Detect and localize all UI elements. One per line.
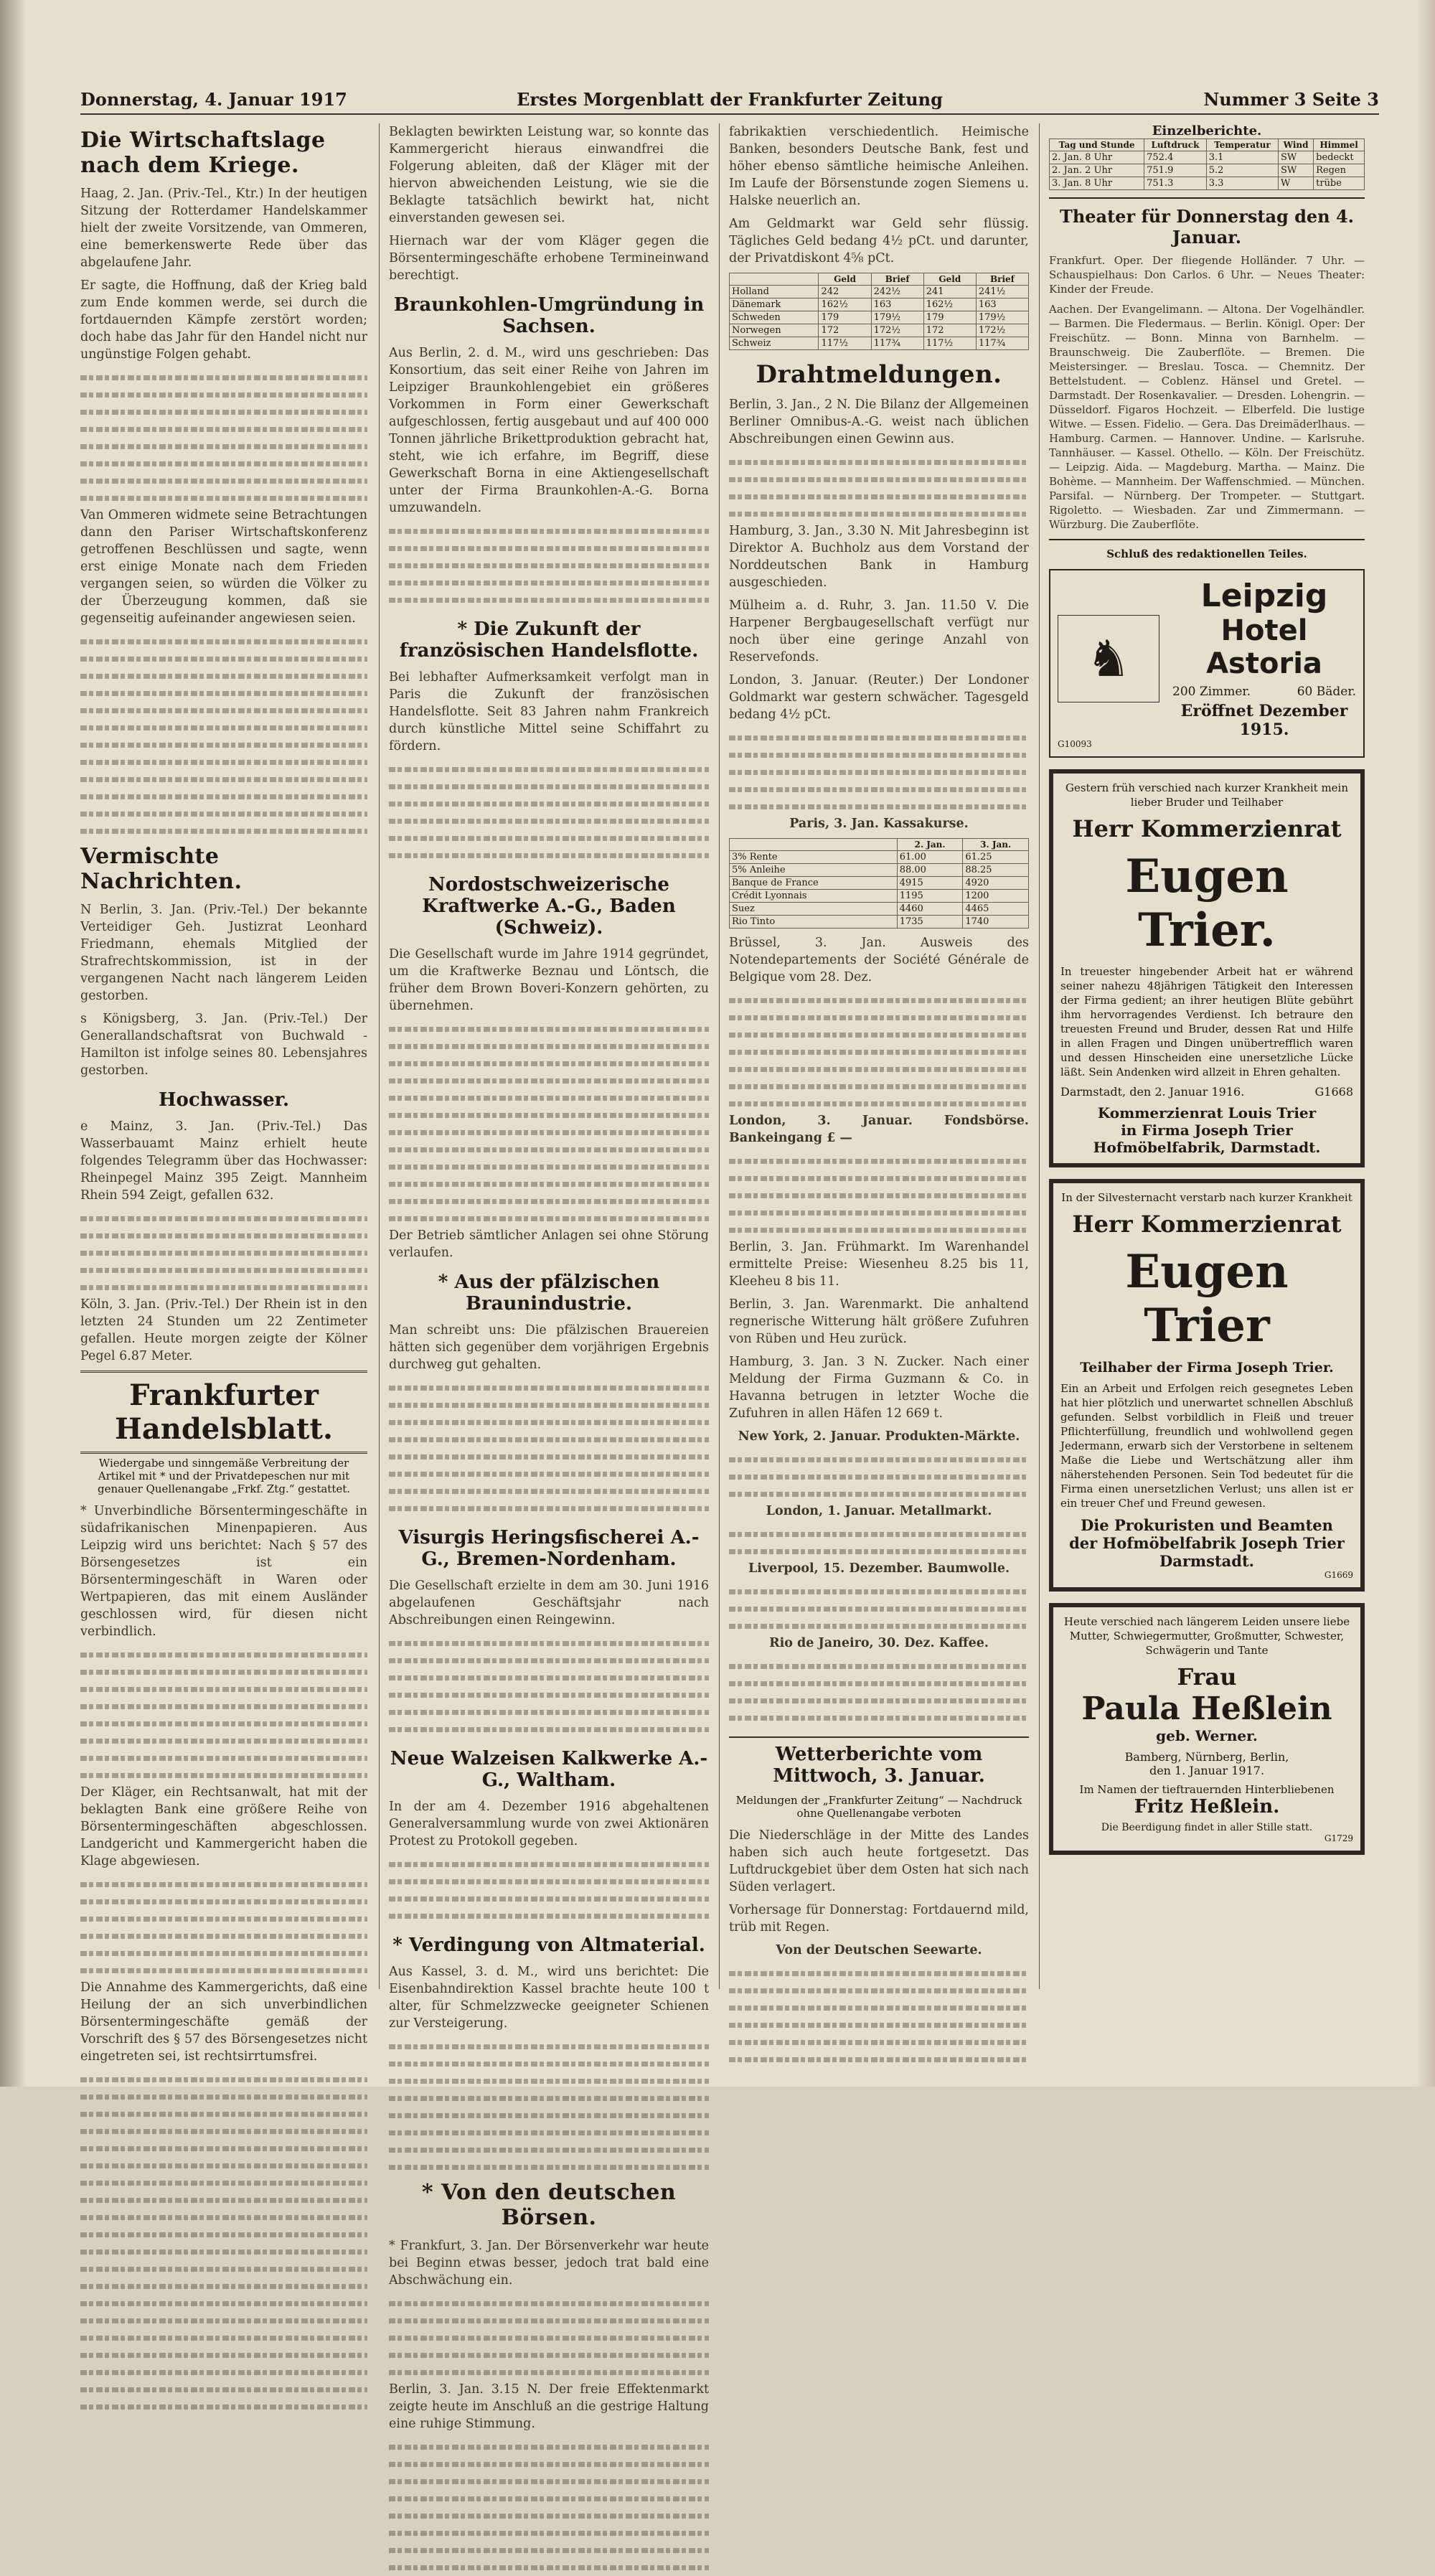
table-cell: 5% Anleihe bbox=[730, 864, 898, 877]
filler-text-block bbox=[729, 729, 1029, 815]
column-rule bbox=[379, 123, 380, 1989]
column-rule bbox=[1039, 123, 1040, 1989]
exchange-rates-table bbox=[729, 273, 1029, 350]
ad-code: G10093 bbox=[1058, 739, 1092, 749]
filler-text-block bbox=[729, 1583, 1029, 1635]
article-paragraph: Berlin, 3. Jan. Warenmarkt. Die anhaltend regnerische Witterung hält größere Zufuhren von Rüben und Heu zurück. bbox=[729, 1297, 1029, 1346]
filler-text-block bbox=[80, 1210, 367, 1296]
article-paragraph: Brüssel, 3. Jan. Ausweis des Notendepartements der Société Générale de Belgique vom 28. Dez. bbox=[729, 936, 1029, 984]
table-cell: 117¾ bbox=[871, 337, 923, 350]
filler-text-block bbox=[729, 1152, 1029, 1238]
filler-text-block bbox=[80, 633, 367, 840]
table-cell: 4465 bbox=[963, 903, 1029, 916]
article-paragraph: Aus Berlin, 2. d. M., wird uns geschrieben: Das Konsortium, das seit einer Reihe von Jahren im Leipziger Braunkohlengebiet ein größeres Vorkommen in Form einer Gewerkschaft aufgeschlossen, fertig ausgebaut und auf 400 000 Tonnen jährliche Brikettproduktion gebracht hat, steht, wie ich erfahre, im Begriff, diese Gewerkschaft Borna in eine Aktiengesellschaft unter der Firma Braunkohlen-A.-G. Borna umzuwandeln. bbox=[389, 346, 709, 515]
table-cell: 1200 bbox=[963, 890, 1029, 903]
table-header-cell: Brief bbox=[976, 273, 1028, 286]
filler-text-block bbox=[729, 1965, 1029, 2068]
column-2 bbox=[389, 123, 709, 2431]
article-paragraph: Beklagten bewirkten Leistung war, so konnte das Kammergericht hieraus einwandfrei die Folgerung ableiten, daß der Kläger mit der hiervon abweichenden Leistung, wie sie die Beklagte tatsächlich bewirkt hat, nicht einverstanden gewesen sei. bbox=[389, 125, 709, 225]
section-notice: Meldungen der „Frankfurter Zeitung“ — Nachdruck ohne Quellenangabe verboten bbox=[735, 1794, 1022, 1820]
table-cell: 163 bbox=[871, 299, 923, 311]
article-headline: Visurgis Heringsfischerei A.-G., Bremen-Nordenham. bbox=[398, 1527, 700, 1570]
table-cell: 1740 bbox=[963, 916, 1029, 929]
table-cell: 61.25 bbox=[963, 851, 1029, 864]
article-paragraph: Bei lebhafter Aufmerksamkeit verfolgt man in Paris die Zukunft der französischen Handelsflotte. Seit 83 Jahren nahm Frankreich durch künstliche Mittel seine Schiffahrt zu fördern. bbox=[389, 670, 709, 753]
obituary-date: den 1. Januar 1917. bbox=[1149, 1764, 1265, 1777]
table-row bbox=[730, 286, 1029, 299]
table-cell: Dänemark bbox=[730, 299, 819, 311]
paris-quotes-table bbox=[729, 838, 1029, 929]
obituary-title: Herr Kommerzienrat bbox=[1072, 1211, 1342, 1238]
article-headline: Nordostschweizerische Kraftwerke A.-G., Baden (Schweiz). bbox=[422, 874, 676, 939]
article-paragraph: Mülheim a. d. Ruhr, 3. Jan. 11.50 V. Die Harpener Bergbaugesellschaft verfügt nur noch über eine geringe Anzahl von Reservefonds. bbox=[729, 598, 1029, 664]
table-row bbox=[730, 337, 1029, 350]
table-cell: 241½ bbox=[976, 286, 1028, 299]
section-subheadline: Von der Deutschen Seewarte. bbox=[776, 1943, 982, 1957]
table-header-cell: Wind bbox=[1279, 139, 1314, 151]
obituary-advertisement bbox=[1049, 1603, 1365, 1855]
table-header-cell: Temperatur bbox=[1206, 139, 1278, 151]
article-paragraph: Hiernach war der vom Kläger gegen die Börsentermingeschäfte erhobene Termineinwand berechtigt. bbox=[389, 234, 709, 283]
table-row bbox=[730, 299, 1029, 311]
table-cell: 172 bbox=[819, 324, 871, 337]
table-header-cell: Himmel bbox=[1314, 139, 1365, 151]
weather-heading: Einzelberichte. bbox=[1152, 123, 1262, 138]
article-paragraph: s Königsberg, 3. Jan. (Priv.-Tel.) Der Generallandschaftsrat von Buchwald - Hamilton ist infolge seines 80. Lebensjahres gestorben. bbox=[80, 1012, 367, 1078]
table-cell: 88.25 bbox=[963, 864, 1029, 877]
filler-text-block bbox=[729, 1526, 1029, 1560]
table-cell: 751.9 bbox=[1144, 164, 1207, 177]
page-edge-shadow bbox=[1416, 0, 1435, 2087]
table-header-row bbox=[730, 839, 1029, 851]
article-paragraph: Der Betrieb sämtlicher Anlagen sei ohne Störung verlaufen. bbox=[389, 1228, 709, 1260]
table-cell: 751.3 bbox=[1144, 177, 1207, 190]
filler-text-block bbox=[389, 2438, 709, 2576]
article-paragraph: Köln, 3. Jan. (Priv.-Tel.) Der Rhein ist in den letzten 24 Stunden um 22 Zentimeter gefallen. Heute morgen zeigte der Kölner Pegel 6.87 Meter. bbox=[80, 1297, 367, 1363]
table-cell: 172 bbox=[923, 324, 976, 337]
obituary-signature: der Hofmöbelfabrik Joseph Trier bbox=[1069, 1534, 1345, 1552]
article-headline: * Die Zukunft der französischen Handelsflotte. bbox=[399, 619, 699, 662]
market-heading: London, 3. Januar. Fondsbörse. Bankeingang £ — bbox=[729, 1114, 1029, 1145]
article-paragraph: * Frankfurt, 3. Jan. Der Börsenverkehr war heute bei Beginn etwas besser, jedoch trat bald eine Abschwächung ein. bbox=[389, 2239, 709, 2288]
filler-text-block bbox=[389, 1020, 709, 1227]
table-cell: Crédit Lyonnais bbox=[730, 890, 898, 903]
section-headline: Drahtmeldungen. bbox=[756, 360, 1002, 389]
table-cell: 2. Jan. 8 Uhr bbox=[1050, 151, 1144, 164]
header-date: Donnerstag, 4. Januar 1917 bbox=[80, 89, 347, 110]
filler-text-block bbox=[389, 1379, 709, 1517]
table-row bbox=[730, 916, 1029, 929]
table-cell: 1735 bbox=[897, 916, 963, 929]
article-paragraph: Der Kläger, ein Rechtsanwalt, hat mit der beklagten Bank eine größere Reihe von Börsentermingeschäften abgeschlossen. Landgericht und Kammergericht haben die Klage abgewiesen. bbox=[80, 1785, 367, 1868]
table-cell: 242½ bbox=[871, 286, 923, 299]
hotel-advertisement bbox=[1049, 569, 1365, 758]
table-row bbox=[1050, 151, 1365, 164]
filler-text-block bbox=[729, 1451, 1029, 1503]
obituary-name: Eugen Trier bbox=[1125, 1245, 1289, 1353]
table-cell: 88.00 bbox=[897, 864, 963, 877]
article-paragraph: * Unverbindliche Börsentermingeschäfte in südafrikanischen Minenpapieren. Aus Leipzig wird uns berichtet: Nach § 57 des Börsengesetzes ist ein Börsentermingeschäft in Waren oder Wertpapieren, das mit einem Ausländer geschlossen wird, für diesen nicht verbindlich. bbox=[80, 1504, 367, 1639]
market-heading: Rio de Janeiro, 30. Dez. Kaffee. bbox=[769, 1636, 989, 1650]
article-paragraph: Hamburg, 3. Jan. 3 N. Zucker. Nach einer Meldung der Firma Guzmann & Co. in Havanna betrugen in letzter Woche die Zufuhren in allen Häfen 12 669 t. bbox=[729, 1355, 1029, 1421]
section-subheadline: Hochwasser. bbox=[158, 1089, 290, 1111]
table-cell: 162½ bbox=[819, 299, 871, 311]
table-header-row bbox=[730, 273, 1029, 286]
filler-text-block bbox=[389, 2295, 709, 2381]
obituary-intro: Heute verschied nach längerem Leiden unsere liebe Mutter, Schwiegermutter, Großmutter, Schwester, Schwägerin und Tante bbox=[1063, 1615, 1350, 1657]
column-4 bbox=[1049, 123, 1365, 2018]
divider bbox=[1049, 539, 1365, 540]
table-cell: 752.4 bbox=[1144, 151, 1207, 164]
table-cell: 2. Jan. 2 Uhr bbox=[1050, 164, 1144, 177]
article-paragraph: e Mainz, 3. Jan. (Priv.-Tel.) Das Wasserbauamt Mainz erhielt heute folgendes Telegramm über das Hochwasser: Rheinpegel Mainz 395 Zeigt. Mannheim Rhein 594 Zeigt, gefallen 632. bbox=[80, 1119, 367, 1203]
article-headline: * Aus der pfälzischen Braunindustrie. bbox=[438, 1271, 660, 1315]
table-cell: Schweiz bbox=[730, 337, 819, 350]
obituary-advertisement bbox=[1049, 769, 1365, 1167]
obituary-intro: Gestern früh verschied nach kurzer Krankheit mein lieber Bruder und Teilhaber bbox=[1065, 781, 1349, 809]
table-cell: 163 bbox=[976, 299, 1028, 311]
section-headline: * Von den deutschen Börsen. bbox=[421, 2180, 677, 2230]
section-headline: Vermischte Nachrichten. bbox=[80, 844, 243, 894]
table-cell: 4915 bbox=[897, 877, 963, 890]
ad-baths: 60 Bäder. bbox=[1297, 685, 1356, 699]
obituary-signature: in Firma Joseph Trier bbox=[1121, 1122, 1293, 1139]
obituary-role: Teilhaber der Firma Joseph Trier. bbox=[1080, 1360, 1334, 1376]
column-1 bbox=[80, 123, 367, 2064]
obituary-signature: Die Prokuristen und Beamten bbox=[1081, 1516, 1333, 1534]
obituary-place-date: Darmstadt, den 2. Januar 1916. bbox=[1060, 1085, 1245, 1099]
end-editorial-note: Schluß des redaktionellen Teiles. bbox=[1106, 547, 1307, 560]
obituary-mourners: Im Namen der tieftrauernden Hinterbliebenen bbox=[1079, 1783, 1335, 1796]
table-cell: SW bbox=[1279, 164, 1314, 177]
obituary-body: In treuester hingebender Arbeit hat er während seiner nahezu 48jährigen Tätigkeit den Interessen der Firma gedient; an ihrer heutigen Blüte gebührt ihm hervorragendes Verdienst. Ich betraure den treuesten Freund und Bruder, dessen Rat und Hilfe in allen Fragen und Dingen unübertrefflich waren und dessen Hinscheiden eine unersetzliche Lücke läßt. Sein Andenken wird allzeit in Ehren gehalten. bbox=[1060, 965, 1353, 1078]
table-cell: 117½ bbox=[819, 337, 871, 350]
article-paragraph: Van Ommeren widmete seine Betrachtungen dann den Pariser Wirtschaftskonferenz getroffenen Beschlüssen und sagte, wenn erst einige Monate nach dem Frieden vergangen seien, so würden die Völker zu der Überzeugung kommen, daß sie gegenseitig aufeinander angewiesen seien. bbox=[80, 508, 367, 626]
table-cell: Schweden bbox=[730, 311, 819, 324]
obituary-name: Eugen Trier. bbox=[1125, 850, 1289, 957]
filler-text-block bbox=[389, 1856, 709, 1924]
table-cell: 172½ bbox=[871, 324, 923, 337]
table-cell: 117¾ bbox=[976, 337, 1028, 350]
table-cell: 179 bbox=[819, 311, 871, 324]
table-header-cell bbox=[730, 839, 898, 851]
article-headline: Die Wirtschaftslage nach dem Kriege. bbox=[80, 128, 326, 178]
table-row bbox=[1050, 164, 1365, 177]
filler-text-block bbox=[80, 2071, 367, 2415]
horse-logo-icon: ♞ bbox=[1058, 615, 1159, 702]
table-header-cell: 3. Jan. bbox=[963, 839, 1029, 851]
table-header-cell: Brief bbox=[871, 273, 923, 286]
table-cell: 242 bbox=[819, 286, 871, 299]
table-cell: 3. Jan. 8 Uhr bbox=[1050, 177, 1144, 190]
table-cell: 179 bbox=[923, 311, 976, 324]
section-notice: Wiedergabe und sinngemäße Verbreitung der Artikel mit * und der Privatdepeschen nur mit genauer Quellenangabe „Frkf. Ztg.“ gestattet. bbox=[97, 1457, 351, 1495]
table-header-cell bbox=[730, 273, 819, 286]
table-cell: 4920 bbox=[963, 877, 1029, 890]
filler-text-block bbox=[389, 2038, 709, 2176]
article-paragraph: London, 3. Januar. (Reuter.) Der Londoner Goldmarkt war gestern schwächer. Tagesgeld bedang 4½ pCt. bbox=[729, 673, 1029, 722]
table-cell: 172½ bbox=[976, 324, 1028, 337]
theater-listing: Aachen. Der Evangelimann. — Altona. Der Vogelhändler. — Barmen. Die Fledermaus. — Berlin. Königl. Oper: Der Freischütz. — Bonn. Minna von Barnhelm. — Braunschweig. Die Zauberflöte. — Bremen. Die Meistersinger. — Breslau. Tosca. — Chemnitz. Der Bettelstudent. — Coblenz. Hänsel und Gretel. — Darmstadt. Der Rosenkavalier. — Dresden. Lohengrin. — Düsseldorf. Figaros Hochzeit. — Elberfeld. Die lustige Witwe. — Essen. Fidelio. — Gera. Das Dreimäderlhaus. — Hamburg. Carmen. — Hannover. Undine. — Karlsruhe. Tannhäuser. — Kassel. Othello. — Köln. Der Freischütz. — Leipzig. Aida. — Magdeburg. Martha. — Mainz. Die Bohème. — Mannheim. Der Waffenschmied. — München. Parsifal. — Nürnberg. Der Trompeter. — Stuttgart. Rigoletto. — Wiesbaden. Zar und Zimmermann. — Würzburg. Die Zauberflöte. bbox=[1049, 303, 1365, 531]
filler-text-block bbox=[80, 369, 367, 507]
table-cell: 162½ bbox=[923, 299, 976, 311]
table-cell: Suez bbox=[730, 903, 898, 916]
page-header bbox=[80, 85, 1379, 115]
obituary-name: Paula Heßlein bbox=[1081, 1691, 1332, 1727]
table-cell: 117½ bbox=[923, 337, 976, 350]
table-header-cell: 2. Jan. bbox=[897, 839, 963, 851]
article-paragraph: Er sagte, die Hoffnung, daß der Krieg bald zum Ende kommen werde, sei durch die fortdauernden Kämpfe zerstört worden; doch habe das Jahr für den Handel nicht nur ungünstige Folgen gehabt. bbox=[80, 278, 367, 362]
table-header-cell: Luftdruck bbox=[1144, 139, 1207, 151]
obituary-title: Frau bbox=[1177, 1663, 1237, 1691]
article-paragraph: Hamburg, 3. Jan., 3.30 N. Mit Jahresbeginn ist Direktor A. Buchholz aus dem Vorstand der Norddeutschen Bank in Hamburg ausgeschieden. bbox=[729, 524, 1029, 590]
obituary-signature: Fritz Heßlein. bbox=[1134, 1796, 1280, 1818]
market-heading: Paris, 3. Jan. Kassakurse. bbox=[789, 817, 969, 831]
article-paragraph: In der am 4. Dezember 1916 abgehaltenen Generalversammlung wurde von zwei Aktionären Protest zu Protokoll gegeben. bbox=[389, 1800, 709, 1848]
article-paragraph: Haag, 2. Jan. (Priv.-Tel., Ktr.) In der heutigen Sitzung der Rotterdamer Handelskammer hielt der zweite Vorsitzende, van Ommeren, eine bemerkenswerte Rede über das abgelaufene Jahr. bbox=[80, 187, 367, 270]
article-paragraph: Aus Kassel, 3. d. M., wird uns berichtet: Die Eisenbahndirektion Kassel brachte heute 100 t alter, für Schmelzzwecke geeigneter Schienen zur Versteigerung. bbox=[389, 1965, 709, 2031]
table-cell: Regen bbox=[1314, 164, 1365, 177]
ad-opening: Eröffnet Dezember 1915. bbox=[1180, 702, 1348, 739]
section-masthead: Frankfurter Handelsblatt. bbox=[80, 1371, 367, 1454]
page-spine-shadow bbox=[0, 0, 26, 2087]
article-paragraph: fabrikaktien verschiedentlich. Heimische Banken, besonders Deutsche Bank, fest und höher ebenso sämtliche heimische Anleihen. Im Laufe der Börsenstunde zogen Siemens u. Halske neuerlich an. bbox=[729, 125, 1029, 208]
article-headline: Neue Walzeisen Kalkwerke A.-G., Waltham. bbox=[390, 1748, 708, 1791]
obituary-signature: Hofmöbelfabrik, Darmstadt. bbox=[1093, 1139, 1321, 1156]
table-cell: Holland bbox=[730, 286, 819, 299]
filler-text-block bbox=[80, 1876, 367, 1979]
market-heading: London, 1. Januar. Metallmarkt. bbox=[766, 1504, 992, 1518]
ad-code: G1668 bbox=[1314, 1085, 1353, 1099]
article-headline: * Verdingung von Altmaterial. bbox=[392, 1935, 705, 1956]
ad-hotel-name: Hotel Astoria bbox=[1206, 614, 1322, 680]
table-header-cell: Geld bbox=[923, 273, 976, 286]
table-cell: 4460 bbox=[897, 903, 963, 916]
article-paragraph: Man schreibt uns: Die pfälzischen Brauereien hätten sich gegenüber dem vorjährigen Ergebnis durchweg gut gehalten. bbox=[389, 1323, 709, 1372]
article-paragraph: Vorhersage für Donnerstag: Fortdauernd mild, trüb mit Regen. bbox=[729, 1903, 1029, 1935]
obituary-title: Herr Kommerzienrat bbox=[1072, 815, 1342, 842]
obituary-funeral-note: Die Beerdigung findet in aller Stille statt. bbox=[1101, 1822, 1313, 1833]
table-cell: W bbox=[1279, 177, 1314, 190]
market-heading: Liverpool, 15. Dezember. Baumwolle. bbox=[748, 1561, 1010, 1576]
filler-text-block bbox=[80, 1646, 367, 1784]
table-header-cell: Tag und Stunde bbox=[1050, 139, 1144, 151]
column-3 bbox=[729, 123, 1029, 2018]
table-row bbox=[730, 903, 1029, 916]
obituary-signature: Darmstadt. bbox=[1159, 1552, 1254, 1570]
ad-city: Leipzig bbox=[1200, 578, 1328, 614]
article-paragraph: Berlin, 3. Jan. Frühmarkt. Im Warenhandel ermittelte Preise: Wiesenheu 8.25 bis 11, Kleeheu 8 bis 11. bbox=[729, 1240, 1029, 1289]
table-row bbox=[730, 851, 1029, 864]
obituary-advertisement bbox=[1049, 1179, 1365, 1592]
table-cell: Rio Tinto bbox=[730, 916, 898, 929]
table-cell: bedeckt bbox=[1314, 151, 1365, 164]
column-rule bbox=[719, 123, 720, 1989]
table-cell: 3.3 bbox=[1206, 177, 1278, 190]
theater-listing: Frankfurt. Oper. Der fliegende Holländer. 7 Uhr. — Schauspielhaus: Don Carlos. 6 Uhr. — Neues Theater: Kinder der Freude. bbox=[1049, 254, 1365, 296]
filler-text-block bbox=[389, 761, 709, 864]
header-masthead: Erstes Morgenblatt der Frankfurter Zeitung bbox=[517, 89, 943, 110]
table-row bbox=[730, 311, 1029, 324]
ad-rooms: 200 Zimmer. bbox=[1172, 685, 1251, 699]
table-cell: 179½ bbox=[976, 311, 1028, 324]
market-heading: New York, 2. Januar. Produkten-Märkte. bbox=[738, 1429, 1020, 1444]
table-header-cell: Geld bbox=[819, 273, 871, 286]
article-paragraph: Berlin, 3. Jan. 3.15 N. Der freie Effektenmarkt zeigte heute im Anschluß an die gestrige Haltung eine ruhige Stimmung. bbox=[389, 2382, 709, 2431]
section-headline: Wetterberichte vom Mittwoch, 3. Januar. bbox=[729, 1736, 1029, 1787]
table-cell: 1195 bbox=[897, 890, 963, 903]
table-row bbox=[730, 877, 1029, 890]
obituary-body: Ein an Arbeit und Erfolgen reich gesegnetes Leben hat hier plötzlich und unerwartet schnellen Abschluß gefunden. Selbst vorbildlich in Fleiß und treuer Pflichterfüllung, freundlich und wohlwollend gegen Jedermann, erwarb sich der Verstorbene in seltenem Maße die Liebe und Wertschätzung aller ihm näherstehenden Personen. Sein Tod bedeutet für die Firma einen unersetzlichen Verlust; uns allen ist er ein treuer Chef und Freund gewesen. bbox=[1060, 1382, 1353, 1510]
table-cell: 3% Rente bbox=[730, 851, 898, 864]
table-cell: Norwegen bbox=[730, 324, 819, 337]
filler-text-block bbox=[729, 992, 1029, 1112]
table-cell: Banque de France bbox=[730, 877, 898, 890]
table-cell: SW bbox=[1279, 151, 1314, 164]
divider bbox=[1049, 197, 1365, 199]
table-row bbox=[730, 864, 1029, 877]
table-cell: trübe bbox=[1314, 177, 1365, 190]
theater-heading: Theater für Donnerstag den 4. Januar. bbox=[1059, 206, 1355, 248]
table-row bbox=[730, 324, 1029, 337]
table-cell: 241 bbox=[923, 286, 976, 299]
ad-code: G1729 bbox=[1324, 1833, 1353, 1843]
table-cell: 3.1 bbox=[1206, 151, 1278, 164]
table-header-row bbox=[1050, 139, 1365, 151]
filler-text-block bbox=[729, 1658, 1029, 1726]
obituary-signature: Kommerzienrat Louis Trier bbox=[1097, 1104, 1317, 1122]
article-paragraph: Am Geldmarkt war Geld sehr flüssig. Tägliches Geld bedang 4½ pCt. und darunter, der Privatdiskont 4⅝ pCt. bbox=[729, 217, 1029, 265]
article-paragraph: Die Niederschläge in der Mitte des Landes haben sich auch heute fortgesetzt. Das Luftdruckgebiet über dem Osten hat sich nach Süden verlagert. bbox=[729, 1828, 1029, 1894]
filler-text-block bbox=[389, 1635, 709, 1738]
obituary-born: geb. Werner. bbox=[1156, 1727, 1258, 1744]
article-paragraph: Berlin, 3. Jan., 2 N. Die Bilanz der Allgemeinen Berliner Omnibus-A.-G. weist nach üblichen Abschreibungen einen Gewinn aus. bbox=[729, 398, 1029, 446]
ad-code: G1669 bbox=[1324, 1570, 1353, 1580]
article-paragraph: N Berlin, 3. Jan. (Priv.-Tel.) Der bekannte Verteidiger Geh. Justizrat Leonhard Friedmann, ehemals Mitglied der Strafrechtskommission, ist in der vergangenen Nacht nach längerem Leiden gestorben. bbox=[80, 903, 367, 1003]
table-row bbox=[730, 890, 1029, 903]
table-row bbox=[1050, 177, 1365, 190]
article-headline: Braunkohlen-Umgründung in Sachsen. bbox=[393, 294, 705, 337]
article-paragraph: Die Gesellschaft wurde im Jahre 1914 gegründet, um die Kraftwerke Beznau und Löntsch, die früher dem Brown Boveri-Konzern gehörten, zu übernehmen. bbox=[389, 947, 709, 1013]
obituary-intro: In der Silvesternacht verstarb nach kurzer Krankheit bbox=[1061, 1191, 1352, 1204]
article-paragraph: Die Annahme des Kammergerichts, daß eine Heilung der an sich unverbindlichen Börsentermingeschäfte gemäß der Vorschrift des § 57 des Börsengesetzes nicht eingetreten sei, ist rechtsirrtumsfrei. bbox=[80, 1980, 367, 2064]
filler-text-block bbox=[729, 453, 1029, 522]
table-cell: 179½ bbox=[871, 311, 923, 324]
header-page-number: Nummer 3 Seite 3 bbox=[1203, 89, 1379, 110]
obituary-place: Bamberg, Nürnberg, Berlin, bbox=[1124, 1750, 1289, 1764]
table-cell: 5.2 bbox=[1206, 164, 1278, 177]
article-paragraph: Die Gesellschaft erzielte in dem am 30. Juni 1916 abgelaufenen Geschäftsjahr nach Abschreibungen einen Reingewinn. bbox=[389, 1579, 709, 1627]
filler-text-block bbox=[389, 522, 709, 608]
weather-table bbox=[1049, 138, 1365, 190]
table-cell: 61.00 bbox=[897, 851, 963, 864]
